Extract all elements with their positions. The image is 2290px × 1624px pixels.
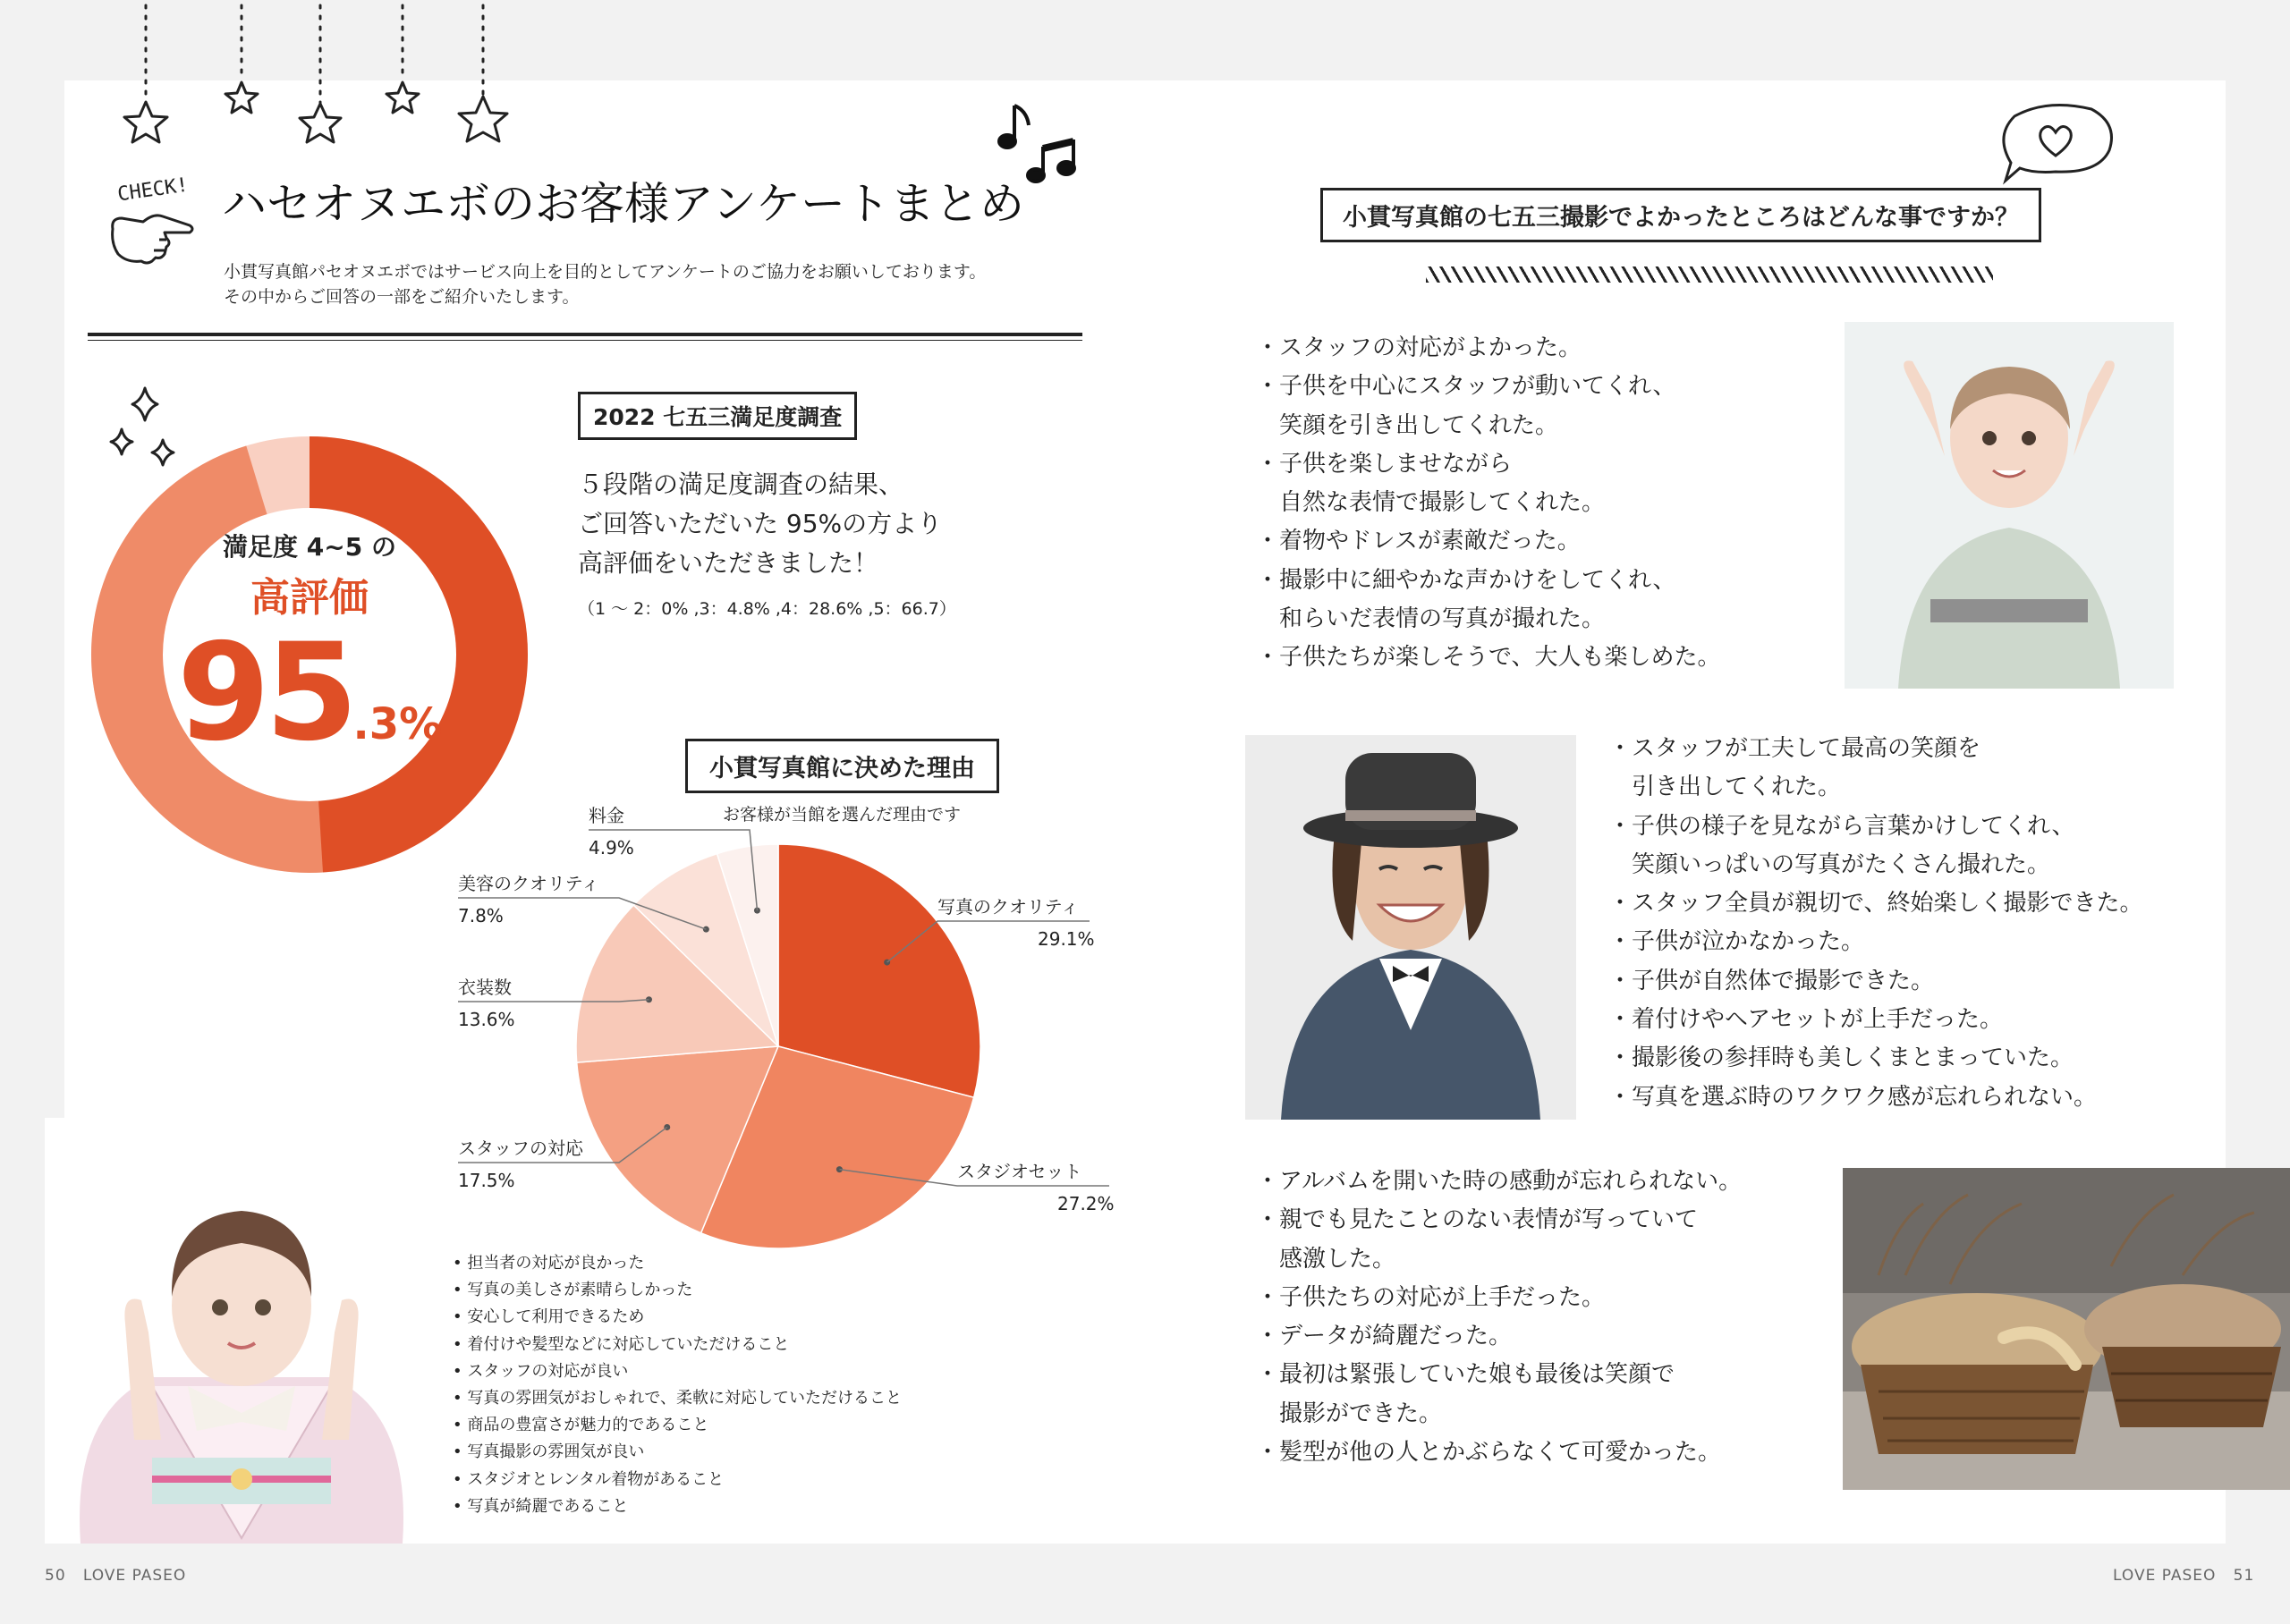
photo-girl-kimono xyxy=(45,1118,429,1544)
check-badge xyxy=(86,173,220,207)
pie-slice-value: 17.5% xyxy=(458,1170,515,1191)
page-number-right xyxy=(2113,1567,2254,1585)
list-item: • 商品の豊富さが魅力的であること xyxy=(453,1416,709,1435)
list-item: 引き出してくれた。 xyxy=(1608,774,1842,801)
photo-girl-dress xyxy=(1845,322,2174,689)
satisfaction-line: ５段階の満足度調査の結果、 xyxy=(578,469,904,499)
list-item: ・子供を中心にスタッフが動いてくれ、 xyxy=(1256,373,1676,401)
list-item: ・撮影中に細やかな声かけをしてくれ、 xyxy=(1256,566,1676,594)
ring-title: 高評価 xyxy=(250,575,369,621)
list-item: ・子供たちの対応が上手だった。 xyxy=(1256,1283,1606,1311)
hatch-divider xyxy=(1426,266,1993,283)
list-item: 和らいだ表情の写真が撮れた。 xyxy=(1256,605,1606,633)
pie-slice-label: スタジオセット xyxy=(957,1161,1082,1182)
satisfaction-heading: 2022 七五三満足度調査 xyxy=(578,392,857,440)
list-item: ・子供を楽しませながら xyxy=(1256,450,1513,478)
pie-slice-label: 料金 xyxy=(589,805,624,826)
pie-slice-label: 衣装数 xyxy=(458,977,512,998)
list-item: • 担当者の対応が良かった xyxy=(453,1254,645,1273)
list-item: • 写真の雰囲気がおしゃれで、柔軟に対応していただけること xyxy=(453,1389,902,1408)
page-number-left xyxy=(45,1567,186,1585)
intro-line: その中からご回答の一部をご紹介いたします。 xyxy=(224,287,580,307)
good-points-list-1 xyxy=(1256,329,1720,678)
pie-slice-value: 29.1% xyxy=(1038,928,1095,950)
check-badge-text: CHECK! xyxy=(115,173,191,207)
divider-thin xyxy=(88,340,1082,341)
page-number: 51 xyxy=(2233,1567,2255,1585)
satisfaction-line: ご回答いただいた 95%の方より xyxy=(578,509,943,538)
list-item: 自然な表情で撮影してくれた。 xyxy=(1256,489,1606,517)
reasons-heading: 小貫写真館に決めた理由 xyxy=(685,739,999,793)
list-item: ・子供たちが楽しそうで、大人も楽しめた。 xyxy=(1256,644,1721,672)
list-item: 笑顔いっぱいの写真がたくさん撮れた。 xyxy=(1608,850,2051,878)
ring-decimal: .3% xyxy=(352,699,443,749)
pie-slice-label: 美容のクオリティ xyxy=(458,873,599,894)
list-item: ・最初は緊張していた娘も最後は笑顔で xyxy=(1256,1361,1675,1389)
list-item: ・アルバムを開いた時の感動が忘れられない。 xyxy=(1256,1168,1743,1195)
list-item: • 写真が綺麗であること xyxy=(453,1496,629,1516)
intro-line: 小貫写真館パセオヌエボではサービス向上を目的としてアンケートのご協力をお願いしております。 xyxy=(224,262,987,282)
list-item: 感激した。 xyxy=(1256,1245,1396,1273)
list-item: ・着付けやヘアセットが上手だった。 xyxy=(1608,1006,2003,1034)
list-item: • 着付けや髪型などに対応していただけること xyxy=(453,1334,790,1354)
satisfaction-note: （1 ～ 2：0% ,3：4.8% ,4：28.6% ,5：66.7） xyxy=(578,599,956,619)
list-item: ・スタッフ全員が親切で、終始楽しく撮影できた。 xyxy=(1608,890,2143,918)
list-item: ・撮影後の参拝時も美しくまとまっていた。 xyxy=(1608,1045,2074,1072)
pie-slice-value: 7.8% xyxy=(458,905,504,926)
list-item: ・着物やドレスが素敵だった。 xyxy=(1256,528,1581,555)
pie-slice-label: スタッフの対応 xyxy=(458,1138,583,1159)
ring-center-text xyxy=(86,528,533,771)
pie-slice-value: 27.2% xyxy=(1057,1193,1115,1214)
pie-slice-label: 写真のクオリティ xyxy=(937,896,1079,918)
ring-caption: 満足度 4~5 の xyxy=(223,532,396,562)
list-item: ・髪型が他の人とかぶらなくて可愛かった。 xyxy=(1256,1439,1722,1467)
reasons-subheading: お客様が当館を選んだ理由です xyxy=(723,805,962,825)
other-reasons-list xyxy=(453,1250,902,1520)
satisfaction-body xyxy=(578,465,942,583)
pointing-hand-icon xyxy=(107,207,197,270)
magazine-name: LOVE PASEO xyxy=(82,1567,187,1585)
list-item: • 写真の美しさが素晴らしかった xyxy=(453,1281,693,1300)
list-item: • 安心して利用できるため xyxy=(453,1307,645,1327)
list-item: ・写真を選ぶ時のワクワク感が忘れられない。 xyxy=(1608,1083,2098,1111)
list-item: ・スタッフの対応がよかった。 xyxy=(1256,334,1582,361)
list-item: • 写真撮影の雰囲気が良い xyxy=(453,1442,645,1462)
ring-value xyxy=(86,615,533,771)
list-item: ・子供が自然体で撮影できた。 xyxy=(1608,967,1935,994)
list-item: 撮影ができた。 xyxy=(1256,1400,1443,1427)
intro-text xyxy=(224,259,986,309)
ring-big-number: 95 xyxy=(176,615,353,771)
list-item: ・親でも見たことのない表情が写っていて xyxy=(1256,1206,1699,1234)
list-item: ・スタッフが工夫して最高の笑顔を xyxy=(1608,735,1981,762)
pie-slice-value: 13.6% xyxy=(458,1009,515,1030)
heart-speech-bubble-icon xyxy=(1993,100,2118,186)
list-item: ・子供の様子を見ながら言葉かけしてくれ、 xyxy=(1608,812,2075,840)
list-item: 笑顔を引き出してくれた。 xyxy=(1256,411,1559,439)
list-item: ・子供が泣かなかった。 xyxy=(1608,928,1865,956)
good-points-heading: 小貫写真館の七五三撮影でよかったところはどんな事ですか？ xyxy=(1320,188,2041,242)
list-item: ・データが綺麗だった。 xyxy=(1256,1323,1513,1350)
good-points-list-3 xyxy=(1256,1163,1742,1472)
good-points-list-2 xyxy=(1608,730,2142,1117)
pie-slice-value: 4.9% xyxy=(589,837,634,859)
divider-thick xyxy=(88,333,1082,336)
photo-flower-baskets xyxy=(1843,1168,2290,1490)
list-item: • スタジオとレンタル着物があること xyxy=(453,1469,725,1489)
magazine-name: LOVE PASEO xyxy=(2113,1567,2217,1585)
photo-boy-top-hat xyxy=(1245,735,1576,1120)
reasons-pie-chart xyxy=(572,841,984,1252)
page-title: ハセオヌエボのお客様アンケートまとめ xyxy=(222,178,1024,230)
hanging-stars-decoration xyxy=(116,0,528,152)
satisfaction-line: 高評価をいただきました！ xyxy=(578,548,879,578)
list-item: • スタッフの対応が良い xyxy=(453,1361,629,1381)
page-number: 50 xyxy=(45,1567,66,1585)
